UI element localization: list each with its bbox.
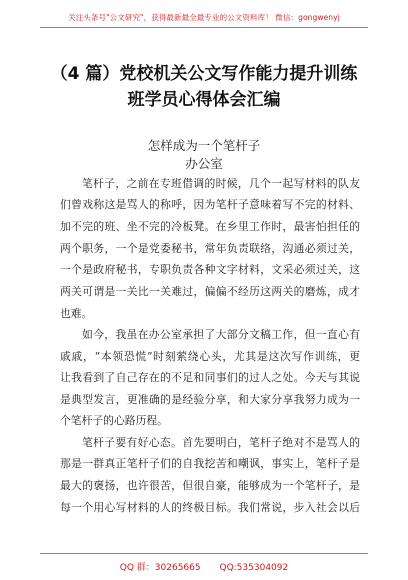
body-line: 最大的褒扬，也许很苦，但很自豪，能够成为一个笔杆子，是 — [60, 479, 360, 492]
header-note: 关注头条号"公文研究"，获得最新最全最专业的公文资料库！ 微信：gongwenyj — [68, 13, 340, 22]
body-line: 笔杆子要有好心态。首先要明白，笔杆子绝对不是骂人的 — [82, 436, 360, 449]
footer-divider — [40, 553, 368, 554]
body-line: 也难。 — [60, 307, 93, 320]
body-line: 那是一群真正笔杆子们的自我挖苦和嘲讽，事实上，笔杆子是 — [60, 457, 360, 470]
body-line: 如今，我虽在办公室承担了大部分文稿工作，但一直心有 — [82, 328, 360, 341]
body-line: 一个是政府秘书，专职负责各种文字材料，文采必须过关，这 — [60, 263, 360, 276]
header-divider — [40, 27, 368, 28]
body-line: 是典型发言，更准确的是经验分享，和大家分享我努力成为一 — [60, 393, 360, 406]
body-line: 每一个用心写材料的人的终极目标。我们常说，步入社会以后 — [60, 501, 360, 514]
footer-qq: QQ:535304092 — [219, 563, 289, 573]
body-line: 们曾戏称这是骂人的称呼，因为笔杆子意味着写不完的材料、 — [60, 198, 360, 211]
body-line: 让我看到了自己存在的不足和同事们的过人之处。今天与其说 — [60, 371, 360, 384]
article-author: 办公室 — [185, 156, 223, 171]
body-line: 戚戚，“本领恐慌”时刻萦绕心头，尤其是这次写作训练，更 — [60, 350, 360, 363]
article-heading: 怎样成为一个笔杆子 — [147, 138, 261, 153]
body-line: 个笔杆子的心路历程。 — [60, 414, 168, 427]
body-line: 笔杆子，之前在专班借调的时候，几个一起写材料的队友 — [82, 177, 360, 190]
document-title-line-2: 班学员心得体会汇编 — [127, 90, 281, 110]
body-line: 加不完的班、坐不完的冷板凳。在乡里工作时，最害怕担任的 — [60, 220, 360, 233]
footer-qq-group: QQ 群：30265665 — [119, 563, 201, 573]
document-title-line-1: （4 篇）党校机关公文写作能力提升训练 — [50, 64, 358, 84]
body-line: 两个职务，一个是党委秘书，常年负责联络，沟通必须过关， — [60, 242, 360, 255]
body-line: 两关可谓是一关比一关难过，偏偏不经历这两关的磨炼，成才 — [60, 285, 360, 298]
footer-contacts — [0, 560, 408, 573]
